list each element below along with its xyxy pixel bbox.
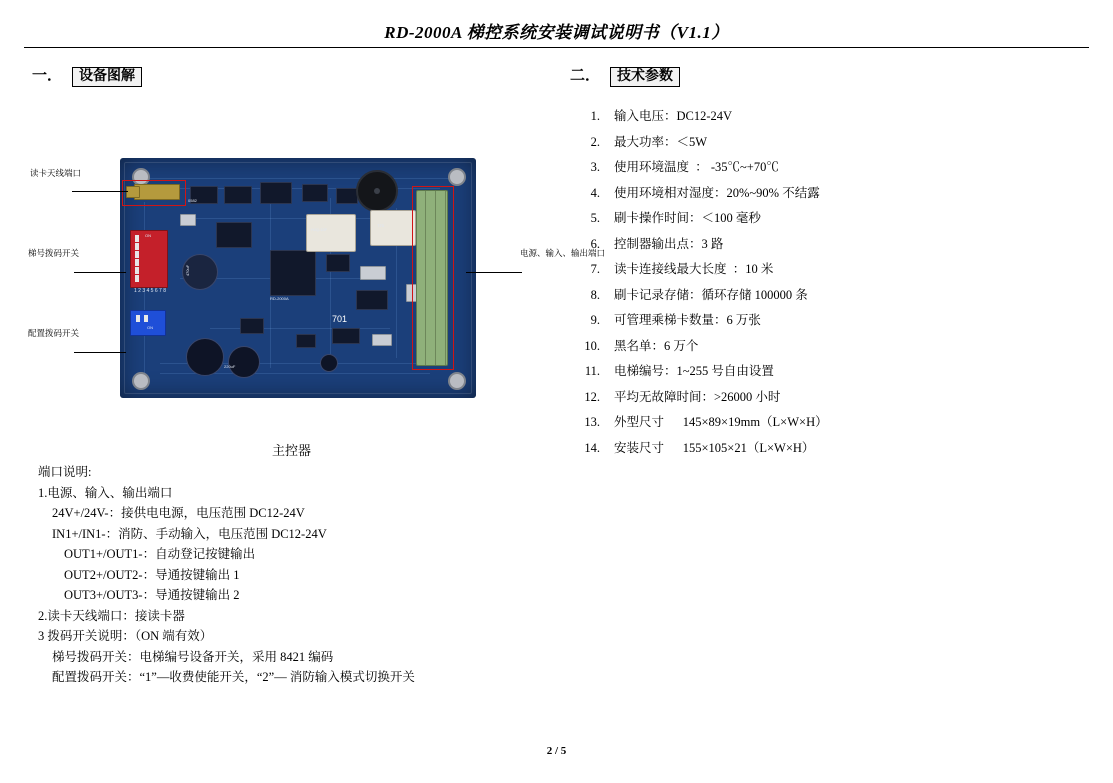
- label-antenna-port: 读卡天线端口: [30, 168, 82, 178]
- capacitor: [228, 346, 260, 378]
- spec-item: 1. 输入电压：DC12-24V: [590, 109, 733, 123]
- pcb-illustration: [110, 150, 530, 408]
- port-note-line: 24V+/24V-：接供电电源，电压范围 DC12-24V: [52, 506, 305, 520]
- spec-item: 7. 读卡连接线最大长度 ：10 米: [590, 262, 774, 276]
- spec-item: 12. 平均无故障时间：>26000 小时: [584, 389, 781, 404]
- spec-item: 14. 安装尺寸 155×105×21（L×W×H）: [584, 440, 815, 455]
- pcb-board: HJQ-13F T73 ON ON RD-2000A 0582 470uF 220uF 701 1 2 3 4 5 6 7 8: [120, 158, 476, 398]
- port-note-line: 3 拨码开关说明：（ON 端有效）: [38, 629, 213, 643]
- leader-line-elevator-dip: [74, 272, 126, 273]
- spec-item: 11. 电梯编号：1~255 号自由设置: [584, 364, 774, 378]
- relay-component: HJQ-13F: [306, 214, 356, 252]
- mcu-chip: [270, 250, 316, 296]
- buzzer: [356, 170, 398, 212]
- spec-item: 2. 最大功率：＜5W: [590, 134, 708, 149]
- label-power-io-port: 电源、输入、输出端口: [520, 248, 606, 258]
- spec-item: 10. 黑名单：6 万个: [584, 338, 699, 353]
- dip-switch-config[interactable]: ON: [130, 310, 166, 336]
- mount-hole: [448, 372, 466, 390]
- port-note-line: OUT2+/OUT2-：导通按键输出 1: [64, 567, 240, 582]
- relay-component: T73: [370, 210, 416, 246]
- section-heading-tech-specs: [570, 64, 680, 85]
- section-title-left: 设备图解: [72, 67, 142, 87]
- port-note-line: 2.读卡天线端口：接读卡器: [38, 608, 185, 623]
- port-notes: [38, 462, 558, 688]
- port-note-line: 配置拨码开关：“1”—收费使能开关，“2”— 消防输入模式切换开关: [52, 670, 415, 684]
- highlight-box-antenna: [122, 180, 186, 206]
- port-note-line: OUT1+/OUT1-：自动登记按键输出: [64, 547, 256, 561]
- mount-hole: [448, 168, 466, 186]
- section-number-left: 一．: [32, 68, 63, 84]
- leader-line-config-dip: [74, 352, 126, 353]
- spec-item: 9. 可管理乘梯卡数量：6 万张: [590, 313, 761, 327]
- spec-item: 8. 刷卡记录存储：循环存储 100000 条: [590, 287, 808, 302]
- port-notes-title: 端口说明:: [38, 465, 92, 479]
- mount-hole: [132, 372, 150, 390]
- port-note-line: IN1+/IN1-：消防、手动输入，电压范围 DC12-24V: [52, 526, 327, 541]
- dip-switch-elevator-number[interactable]: ON: [130, 230, 168, 288]
- section-number-right: 二．: [570, 68, 601, 84]
- page-number: 2 / 5: [546, 745, 567, 757]
- inductor: [186, 338, 224, 376]
- port-note-line: 梯号拨码开关：电梯编号设备开关，采用 8421 编码: [52, 649, 334, 664]
- page-header: RD-2000A 梯控系统安装调试说明书（V1.1）: [384, 23, 729, 42]
- port-note-line: 1.电源、输入、输出端口: [38, 485, 173, 500]
- highlight-box-terminal: [412, 186, 454, 370]
- capacitor: [320, 354, 338, 372]
- leader-line-antenna: [72, 191, 128, 192]
- spec-item: 3. 使用环境温度 ： -35℃~+70℃: [590, 160, 779, 174]
- spec-item: 13. 外型尺寸 145×89×19mm（L×W×H）: [584, 415, 828, 429]
- leader-line-power-io: [466, 272, 522, 273]
- label-config-dip: 配置拨码开关: [28, 328, 80, 338]
- tech-spec-list: [566, 108, 1086, 465]
- spec-item: 5. 刷卡操作时间：＜100 毫秒: [590, 211, 761, 225]
- spec-item: 6. 控制器输出点：3 路: [590, 236, 724, 251]
- label-elevator-dip: 梯号拨码开关: [28, 248, 80, 258]
- spec-item: 4. 使用环境相对湿度：20%~90% 不结露: [590, 185, 820, 200]
- port-note-line: OUT3+/OUT3-：导通按键输出 2: [64, 588, 240, 602]
- diagram-caption: 主控器: [272, 443, 312, 458]
- section-title-right: 技术参数: [610, 67, 680, 87]
- section-heading-device-diagram: [32, 64, 142, 85]
- header-divider: [24, 47, 1089, 48]
